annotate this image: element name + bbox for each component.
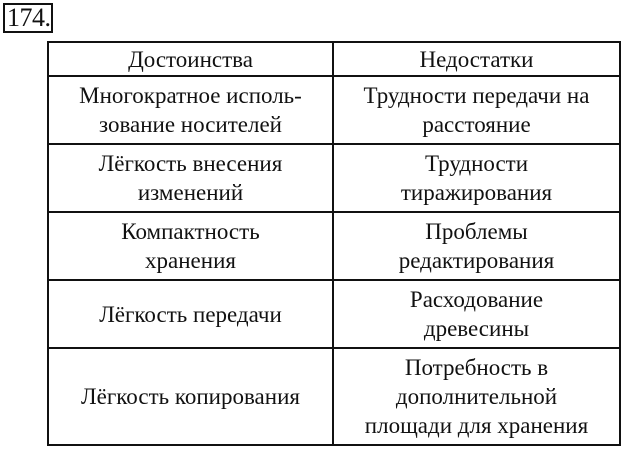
table-row [48,280,620,348]
task-number: 174. [3,3,53,33]
table-row [48,144,620,212]
advantage-cell: Лёгкость передачи [48,280,333,348]
disadvantage-cell: Трудности передачи на расстояние [333,76,620,144]
table-row [48,348,620,445]
advantage-cell: Лёгкость внесения изменений [48,144,333,212]
advantage-cell: Лёгкость копирования [48,348,333,445]
disadvantage-cell: Проблемы редактирования [333,212,620,280]
comparison-table [47,41,621,446]
disadvantage-cell: Расходование древесины [333,280,620,348]
table-header-row [48,42,620,76]
advantage-cell: Многократное исполь- зование носителей [48,76,333,144]
comparison-table-wrapper [47,41,619,444]
disadvantage-cell: Потребность в дополнительной площади для хранения [333,348,620,445]
table-row [48,212,620,280]
disadvantage-cell: Трудности тиражирования [333,144,620,212]
advantage-cell: Компактность хранения [48,212,333,280]
header-disadvantages: Недостатки [333,42,620,76]
table-row [48,76,620,144]
header-advantages: Достоинства [48,42,333,76]
